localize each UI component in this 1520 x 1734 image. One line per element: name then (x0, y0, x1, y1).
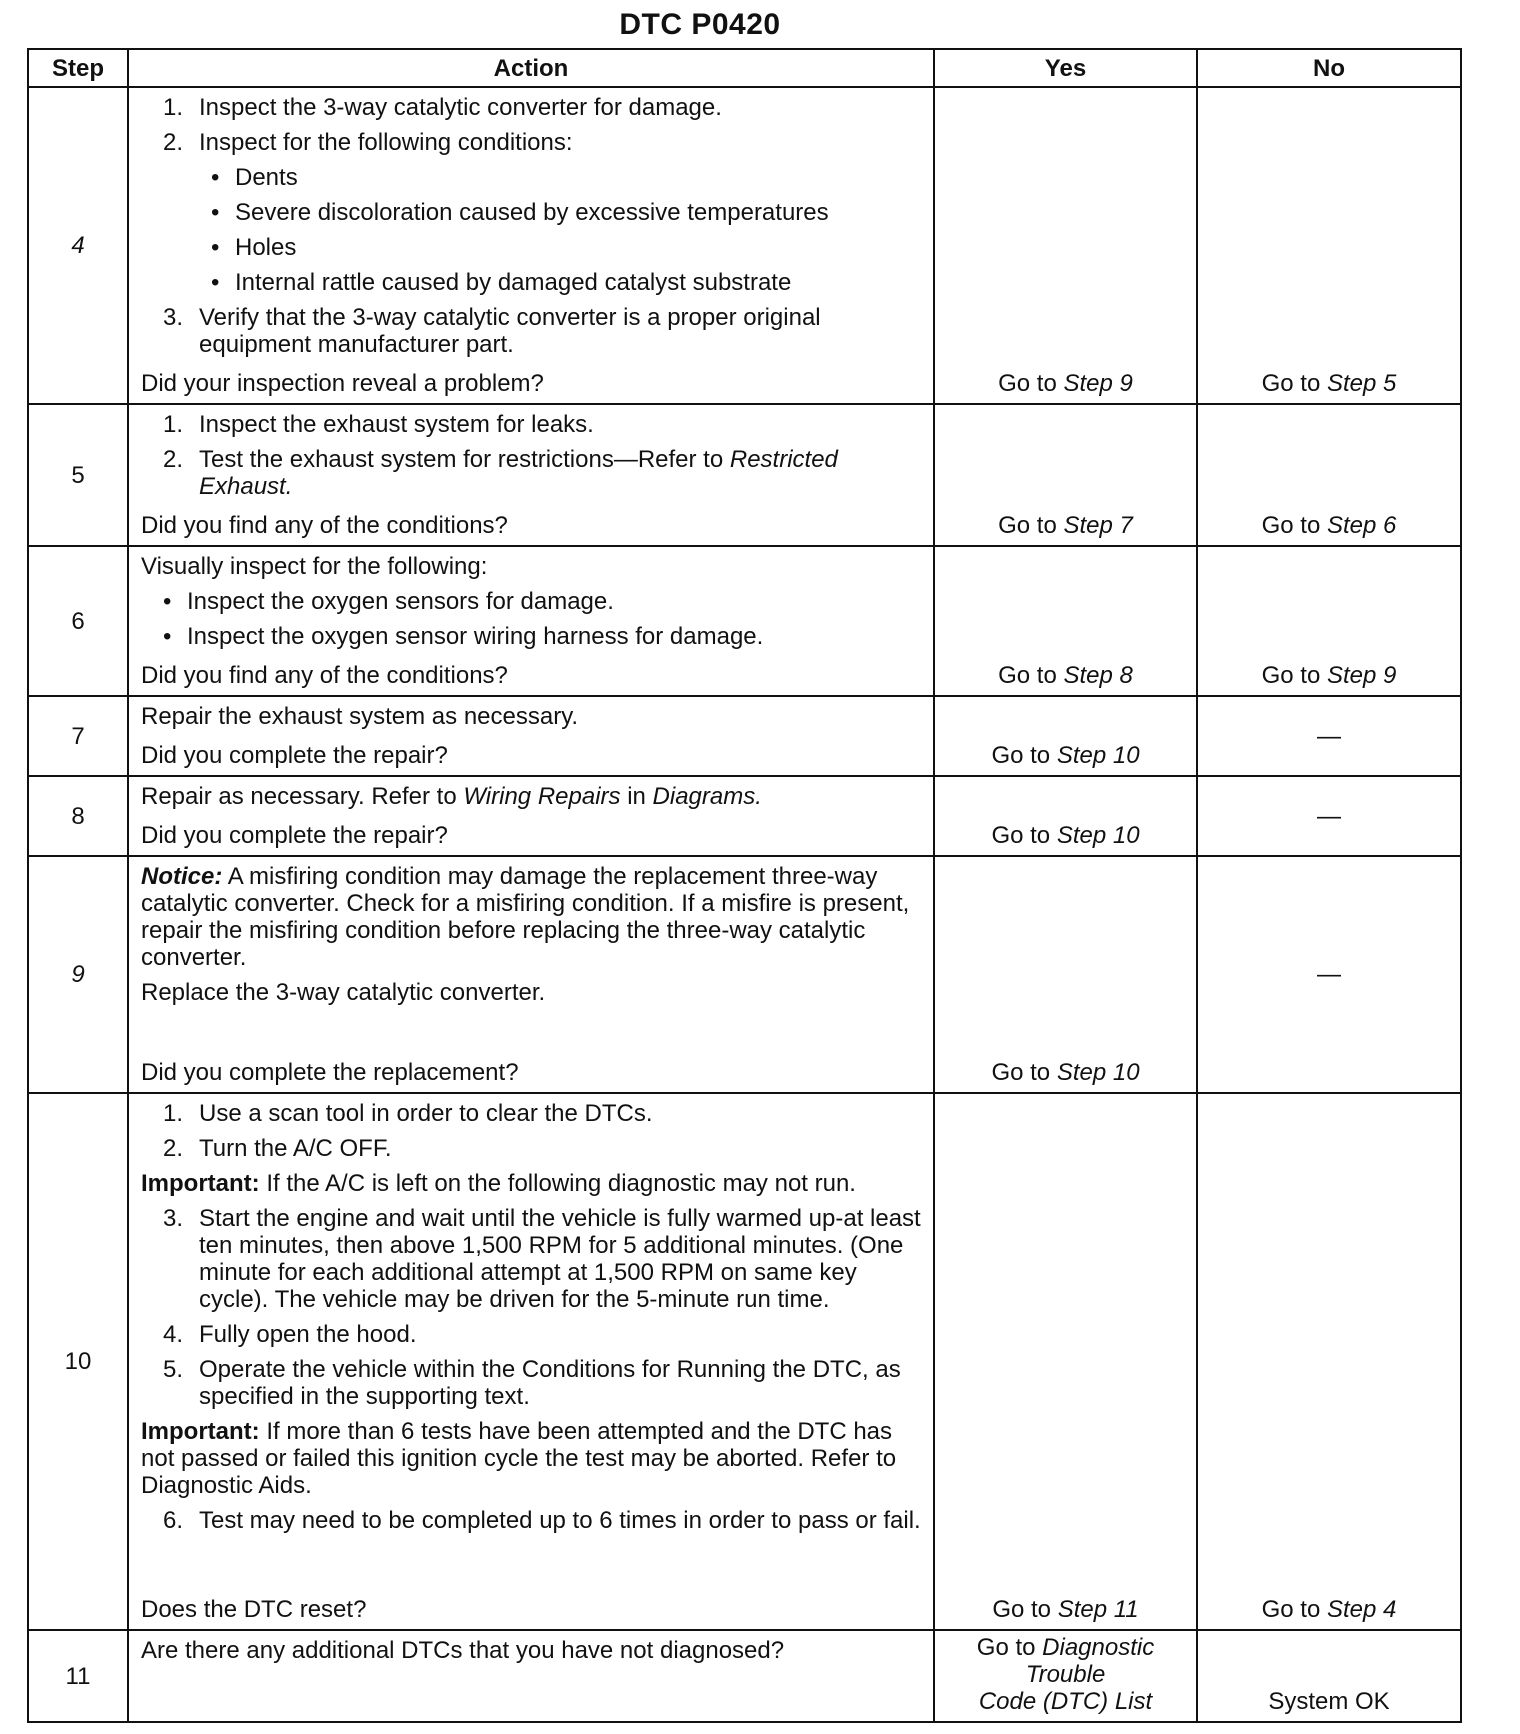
table-row (28, 696, 1461, 776)
yes-result: Go to Step 10 (934, 856, 1197, 1093)
no-result: — (1197, 856, 1461, 1093)
list-item: 2. Test the exhaust system for restrictions—Refer to Restricted Exhaust. (163, 446, 838, 500)
step-column-header: Step (28, 49, 128, 87)
step-number: 5 (28, 404, 128, 546)
wiring-repairs-ref[interactable]: Wiring Repairs (463, 783, 621, 810)
question-text: Does the DTC reset? (141, 1596, 367, 1623)
bullet-item: • Inspect the oxygen sensors for damage. (163, 588, 614, 615)
list-item: 3. Verify that the 3-way catalytic converter is a proper original equipment manufacturer part. (163, 304, 821, 358)
action-cell (128, 1630, 934, 1722)
action-cell (128, 1093, 934, 1630)
yes-result: Go to Step 10 (934, 696, 1197, 776)
diagnostic-table (27, 48, 1462, 1723)
step-number: 6 (28, 546, 128, 696)
list-item: 4. Fully open the hood. (163, 1321, 417, 1348)
list-item: 1. Inspect the exhaust system for leaks. (163, 411, 594, 438)
no-column-header: No (1197, 49, 1461, 87)
yes-result: Go to Step 10 (934, 776, 1197, 856)
document-title: DTC P0420 (619, 8, 781, 41)
yes-column-header: Yes (934, 49, 1197, 87)
yes-step-ref[interactable]: Step 10 (1056, 822, 1140, 849)
action-cell (128, 776, 934, 856)
table-row (28, 1093, 1461, 1630)
question-text: Are there any additional DTCs that you have not diagnosed? (141, 1637, 785, 1664)
yes-step-ref[interactable]: Step 9 (1063, 370, 1133, 397)
list-item: 6. Test may need to be completed up to 6 times in order to pass or fail. (163, 1507, 921, 1534)
bullet-item: • Severe discoloration caused by excessive temperatures (211, 199, 829, 226)
table-row (28, 87, 1461, 404)
yes-step-ref[interactable]: Step 10 (1056, 742, 1140, 769)
no-result: System OK (1197, 1630, 1461, 1722)
yes-step-ref[interactable]: Step 7 (1063, 512, 1133, 539)
dtc-list-ref[interactable]: Diagnostic (1042, 1634, 1155, 1661)
restricted-exhaust-ref[interactable]: Restricted Exhaust. (199, 446, 838, 500)
bullet-item: • Dents (211, 164, 298, 191)
no-result: — (1197, 776, 1461, 856)
no-step-ref[interactable]: Step 5 (1326, 370, 1397, 397)
list-item: 5. Operate the vehicle within the Conditions for Running the DTC, as specified in the supporting text. (163, 1356, 901, 1410)
yes-step-ref[interactable]: Step 10 (1056, 1059, 1140, 1086)
list-item: 1. Inspect the 3-way catalytic converter for damage. (163, 94, 722, 121)
bullet-item: • Holes (211, 234, 297, 261)
yes-result: Go to Step 9 (934, 87, 1197, 404)
action-cell (128, 546, 934, 696)
action-cell (128, 87, 934, 404)
no-result: Go to Step 6 (1197, 404, 1461, 546)
question-text: Did you complete the replacement? (141, 1059, 519, 1086)
list-item: 2. Turn the A/C OFF. (163, 1135, 392, 1162)
action-text: Repair the exhaust system as necessary. (141, 703, 579, 730)
step-number: 8 (28, 776, 128, 856)
no-result: Go to Step 5 (1197, 87, 1461, 404)
yes-result: Go to Step 8 (934, 546, 1197, 696)
table-row (28, 856, 1461, 1093)
action-cell (128, 856, 934, 1093)
bullet-item: • Internal rattle caused by damaged catalyst substrate (211, 269, 792, 296)
step-number: 4 (28, 87, 128, 404)
action-cell (128, 404, 934, 546)
no-result: Go to Step 4 (1197, 1093, 1461, 1630)
yes-step-ref[interactable]: Step 8 (1063, 662, 1133, 689)
table-row (28, 1630, 1461, 1722)
action-cell (128, 696, 934, 776)
action-column-header: Action (128, 49, 934, 87)
question-text: Did your inspection reveal a problem? (141, 370, 544, 397)
diagrams-ref[interactable]: Diagrams. (652, 783, 762, 810)
question-text: Did you complete the repair? (141, 742, 448, 769)
yes-result: Go to Step 11 (934, 1093, 1197, 1630)
step-number: 10 (28, 1093, 128, 1630)
list-item: 1. Use a scan tool in order to clear the DTCs. (163, 1100, 653, 1127)
question-text: Did you find any of the conditions? (141, 662, 508, 689)
bullet-item: • Inspect the oxygen sensor wiring harness for damage. (163, 623, 764, 650)
question-text: Did you complete the repair? (141, 822, 448, 849)
yes-step-ref[interactable]: Step 11 (1057, 1596, 1139, 1623)
no-result: Go to Step 9 (1197, 546, 1461, 696)
no-result: — (1197, 696, 1461, 776)
action-text: Replace the 3-way catalytic converter. (141, 979, 546, 1006)
step-number: 9 (28, 856, 128, 1093)
no-step-ref[interactable]: Step 6 (1326, 512, 1397, 539)
notice-text: Notice: A misfiring condition may damage the replacement three-way catalytic converter. Check for a misfiring condition. If a misfire is present, repair the misfiring condition before replacing the three-way catalytic converter. (141, 863, 910, 971)
list-item: 2. Inspect for the following conditions: (163, 129, 573, 156)
list-item: 3. Start the engine and wait until the vehicle is fully warmed up-at least ten minutes, then above 1,500 RPM for 5 additional minutes. (One minute for each additional attempt at 1,500 RPM on same key cycle). The vehicle may be driven for the 5-minute run time. (163, 1205, 921, 1313)
table-row (28, 776, 1461, 856)
action-text: Repair as necessary. Refer to Wiring Repairs in Diagrams. (141, 783, 762, 810)
important-note: Important: If more than 6 tests have been attempted and the DTC has not passed or failed this ignition cycle the test may be aborted. Refer to Diagnostic Aids. (141, 1418, 897, 1499)
important-note: Important: If the A/C is left on the following diagnostic may not run. (141, 1170, 856, 1197)
yes-result: Go to Diagnostic Trouble Code (DTC) List (934, 1630, 1197, 1722)
step-number: 7 (28, 696, 128, 776)
step-number: 11 (28, 1630, 128, 1722)
no-step-ref[interactable]: Step 9 (1326, 662, 1397, 689)
no-step-ref[interactable]: Step 4 (1326, 1596, 1397, 1623)
question-text: Did you find any of the conditions? (141, 512, 508, 539)
table-row (28, 404, 1461, 546)
header-row (28, 49, 1461, 87)
table-row (28, 546, 1461, 696)
yes-result: Go to Step 7 (934, 404, 1197, 546)
intro-text: Visually inspect for the following: (141, 553, 488, 580)
